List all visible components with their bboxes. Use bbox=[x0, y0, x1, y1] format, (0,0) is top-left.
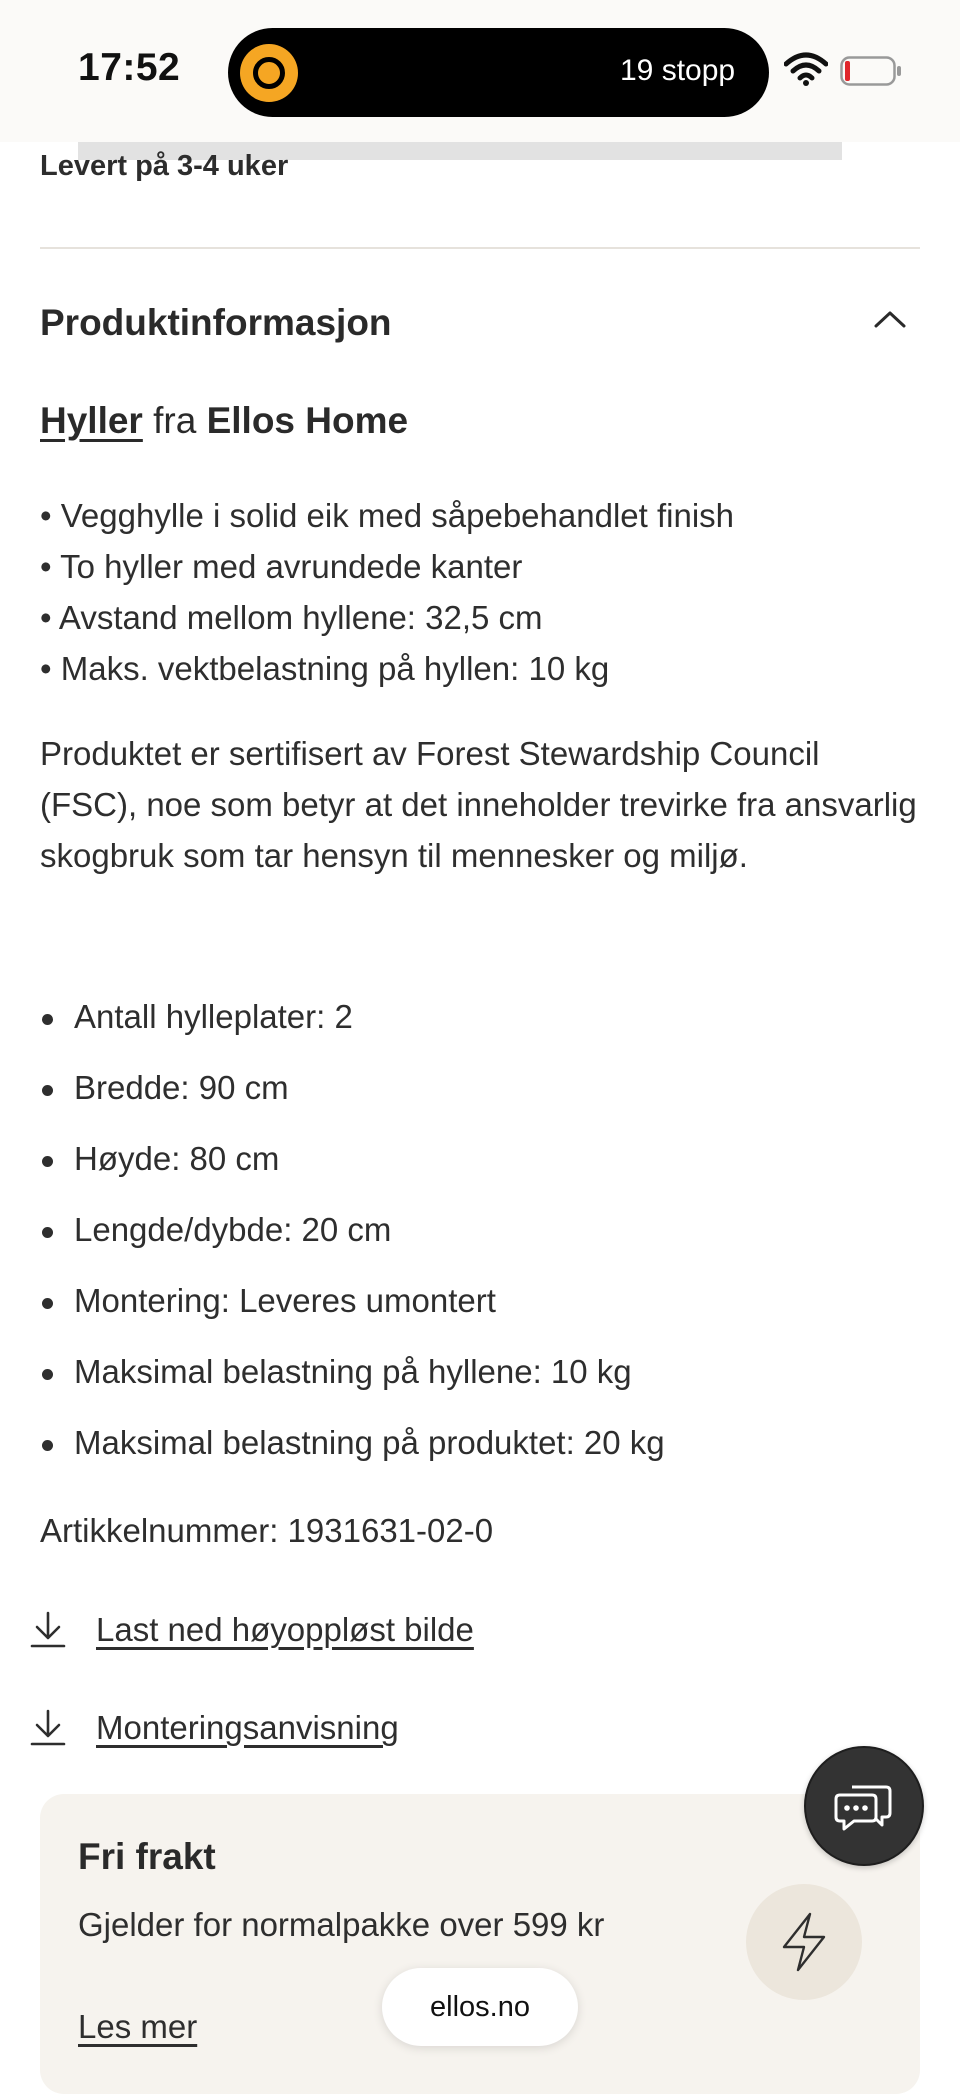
chat-icon bbox=[832, 1777, 896, 1835]
live-activity-text: 19 stopp bbox=[620, 54, 736, 87]
battery-icon bbox=[840, 56, 902, 86]
spec-item: Høyde: 80 cm bbox=[40, 1132, 920, 1203]
article-number: Artikkelnummer: 1931631-02-0 bbox=[40, 1512, 494, 1549]
read-more-link[interactable]: Les mer bbox=[78, 2008, 198, 2045]
specs-list bbox=[40, 990, 920, 1487]
category-link[interactable]: Hyller bbox=[40, 400, 143, 441]
highlight-item: • Maks. vektbelastning på hyllen: 10 kg bbox=[40, 650, 610, 687]
chevron-up-icon[interactable] bbox=[872, 302, 908, 338]
download-icon bbox=[30, 1708, 66, 1748]
promo-text: Gjelder for normalpakke over 599 kr bbox=[78, 1906, 605, 1943]
spec-item: Lengde/dybde: 20 cm bbox=[40, 1203, 920, 1274]
promo-title: Fri frakt bbox=[78, 1836, 216, 1877]
from-word: fra bbox=[153, 400, 197, 441]
spec-item: Maksimal belastning på produktet: 20 kg bbox=[40, 1416, 920, 1487]
download-hires-image-link[interactable] bbox=[30, 1604, 630, 1656]
brand-name: Ellos Home bbox=[206, 400, 409, 441]
spec-item: Bredde: 90 cm bbox=[40, 1061, 920, 1132]
live-activity-icon bbox=[240, 44, 298, 102]
chat-button[interactable] bbox=[804, 1746, 924, 1866]
wifi-icon bbox=[784, 52, 828, 86]
spec-item: Maksimal belastning på hyllene: 10 kg bbox=[40, 1345, 920, 1416]
lightning-badge bbox=[746, 1884, 862, 2000]
brand-line bbox=[40, 400, 408, 442]
divider bbox=[40, 247, 920, 249]
download-label[interactable]: Monteringsanvisning bbox=[96, 1709, 399, 1746]
lightning-icon bbox=[776, 1911, 832, 1973]
spec-item: Montering: Leveres umontert bbox=[40, 1274, 920, 1345]
delivery-time: Levert på 3-4 uker bbox=[40, 150, 289, 182]
highlight-item: • Avstand mellom hyllene: 32,5 cm bbox=[40, 599, 543, 636]
download-icon bbox=[30, 1610, 66, 1650]
assembly-instructions-link[interactable] bbox=[30, 1702, 630, 1754]
highlights-list bbox=[40, 490, 920, 694]
download-label[interactable]: Last ned høyoppløst bilde bbox=[96, 1611, 474, 1648]
product-description: Produktet er sertifisert av Forest Stewardship Council (FSC), noe som betyr at det inneholder trevirke fra ansvarlig skogbruk som tar hensyn til mennesker og miljø. bbox=[40, 735, 917, 874]
product-info-title[interactable]: Produktinformasjon bbox=[40, 302, 392, 343]
spec-item: Antall hylleplater: 2 bbox=[40, 990, 920, 1061]
highlight-item: • Vegghylle i solid eik med såpebehandlet finish bbox=[40, 497, 734, 534]
highlight-item: • To hyller med avrundede kanter bbox=[40, 548, 523, 585]
browser-url-pill[interactable]: ellos.no bbox=[382, 1968, 578, 2046]
status-time: 17:52 bbox=[78, 46, 181, 89]
